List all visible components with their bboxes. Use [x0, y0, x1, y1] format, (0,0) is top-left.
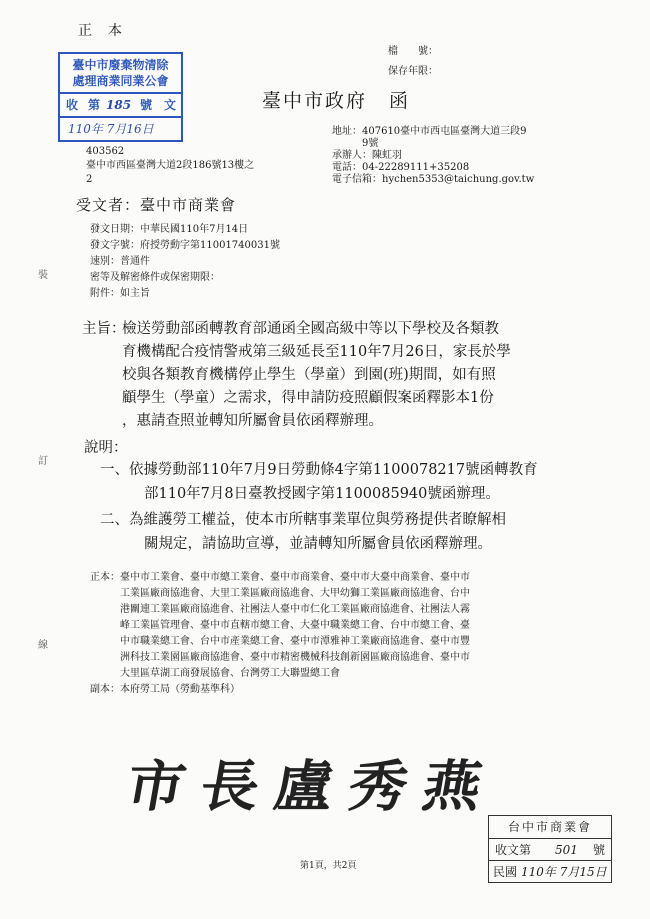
- stamp-number-prefix: 第: [88, 98, 101, 112]
- subject-line: 檢送勞動部函轉教育部通函全國高級中等以下學校及各類教: [122, 321, 499, 337]
- phone-label: 電話：: [332, 162, 362, 173]
- subject-line: 校與各類教育機構停止學生（學童）到園(班)期間，如有照: [122, 367, 496, 383]
- distribution-line: 工業區廠商協進會、大里工業區廠商協進會、大甲幼獅工業區廠商協進會、台中: [120, 588, 470, 599]
- distribution-line: 正本：臺中市工業會、臺中市總工業會、臺中市商業會、臺中市大臺中商業會、臺中市: [90, 572, 470, 583]
- stamp2-date-prefix: 民國: [493, 865, 518, 879]
- email-value: hychen5353@taichung.gov.tw: [382, 174, 535, 185]
- phone-value: 04-22289111+35208: [362, 162, 470, 173]
- distribution-line: 大里區草湖工商發展協會、台灣勞工大聯盟總工會: [120, 668, 340, 679]
- subject-line: ，惠請查照並轉知所屬會員依函釋辦理。: [122, 413, 383, 429]
- subject-line: 顧學生（學童）之需求，得申請防疫照顧假案函釋影本1份: [122, 390, 494, 406]
- postal-code: 403562: [86, 146, 125, 157]
- document-number: 發文字號：府授勞動字第11001740031號: [90, 240, 280, 251]
- delivery-speed: 速別：普通件: [90, 256, 150, 267]
- distribution-line: 港關連工業區廠商協進會、社團法人臺中市仁化工業區廠商協進會、社團法人霧: [120, 604, 470, 615]
- stamp2-label: 收文第: [495, 843, 532, 857]
- binding-mark-top: 裝: [38, 270, 48, 281]
- postal-address-line2: 2: [86, 174, 93, 185]
- address-line2: 9號: [362, 138, 379, 149]
- stamp2-number: 501: [555, 843, 578, 857]
- receipt-stamp-chamber: [488, 815, 612, 883]
- file-fields: [388, 42, 438, 82]
- stamp2-date-row: [489, 860, 611, 883]
- mayor-signature: 市長盧秀燕: [121, 754, 503, 820]
- sender-info: [332, 126, 534, 186]
- issue-date: 發文日期：中華民國110年7月14日: [90, 224, 249, 235]
- stamp2-suffix: 號: [593, 843, 606, 857]
- explanation-item2-line2: 關規定，請協助宣導，並請轉知所屬會員依函釋辦理。: [144, 536, 492, 552]
- subject-label: 主旨：: [82, 321, 126, 337]
- explanation-item1-line2: 部110年7月8日臺教授國字第1100085940號函辦理。: [144, 486, 500, 502]
- receipt-stamp: [58, 52, 183, 142]
- subject-line: 育機構配合疫情警戒第三級延長至110年7月26日，家長於學: [122, 344, 511, 360]
- stamp2-number-row: [489, 838, 611, 861]
- recipient: 受文者：臺中市商業會: [76, 196, 237, 214]
- distribution-line: 洲科技工業園區廠商協進會、臺中市精密機械科技創新園區廠商協進會、臺中市: [120, 652, 470, 663]
- contact-name: 陳虹羽: [372, 150, 402, 161]
- copy-mark: 正本: [78, 23, 138, 39]
- binding-mark-bottom: 線: [38, 640, 48, 651]
- attachment: 附件：如主旨: [90, 288, 150, 299]
- recipient-postal-address: [86, 145, 316, 187]
- page-number: 第1頁，共2頁: [300, 861, 357, 871]
- document-meta: [90, 222, 280, 302]
- address-label: 地址：: [332, 126, 362, 137]
- stamp-number-suffix: 號: [140, 98, 153, 112]
- distribution-line: 中市職業總工會、台中市產業總工會、臺中市潭雅神工業廠商協進會、臺中市豐: [120, 636, 470, 647]
- distribution-list: [90, 570, 610, 698]
- stamp-doc-label: 文: [164, 98, 177, 112]
- explanation-item1-line1: 一、依據勞動部110年7月9日勞動條4字第1100078217號函轉教育: [100, 462, 538, 478]
- postal-address-line1: 臺中市西區臺灣大道2段186號13樓之: [86, 160, 255, 171]
- cc-line: 副本：本府勞工局（勞動基準科）: [90, 684, 240, 695]
- file-number-label: 檔 號：: [388, 46, 438, 57]
- agency-name: 臺中市政府: [262, 90, 368, 112]
- stamp-number: 185: [106, 98, 132, 112]
- stamp-date: 110年 7月16日: [68, 122, 154, 136]
- explanation-label: 說明：: [84, 440, 128, 456]
- binding-mark-middle: 訂: [38, 456, 48, 467]
- doc-type: 函: [389, 90, 411, 112]
- stamp-number-row: [60, 92, 181, 116]
- stamp-org-line1: 臺中市廢棄物清除: [72, 58, 169, 72]
- explanation-item2-line1: 二、為維護勞工權益，使本市所轄事業單位與勞務提供者瞭解相: [100, 512, 506, 528]
- stamp2-org: 台中市商業會: [507, 820, 592, 834]
- stamp-receive-label: 收: [66, 98, 79, 112]
- stamp-org-line2: 處理商業同業公會: [72, 74, 169, 88]
- secrecy-level: 密等及解密條件或保密期限：: [90, 272, 220, 283]
- contact-label: 承辦人：: [332, 150, 372, 161]
- address-line1: 407610臺中市西屯區臺灣大道三段9: [362, 126, 527, 137]
- email-label: 電子信箱：: [332, 174, 382, 185]
- retention-label: 保存年限：: [388, 66, 438, 77]
- distribution-line: 峰工業區管理會、臺中市直轄市總工會、大臺中職業總工會、台中市總工會、臺: [120, 620, 470, 631]
- stamp-date-row: [60, 116, 181, 140]
- agency-header: [262, 86, 410, 113]
- stamp2-date: 110年 7月15日: [521, 865, 607, 879]
